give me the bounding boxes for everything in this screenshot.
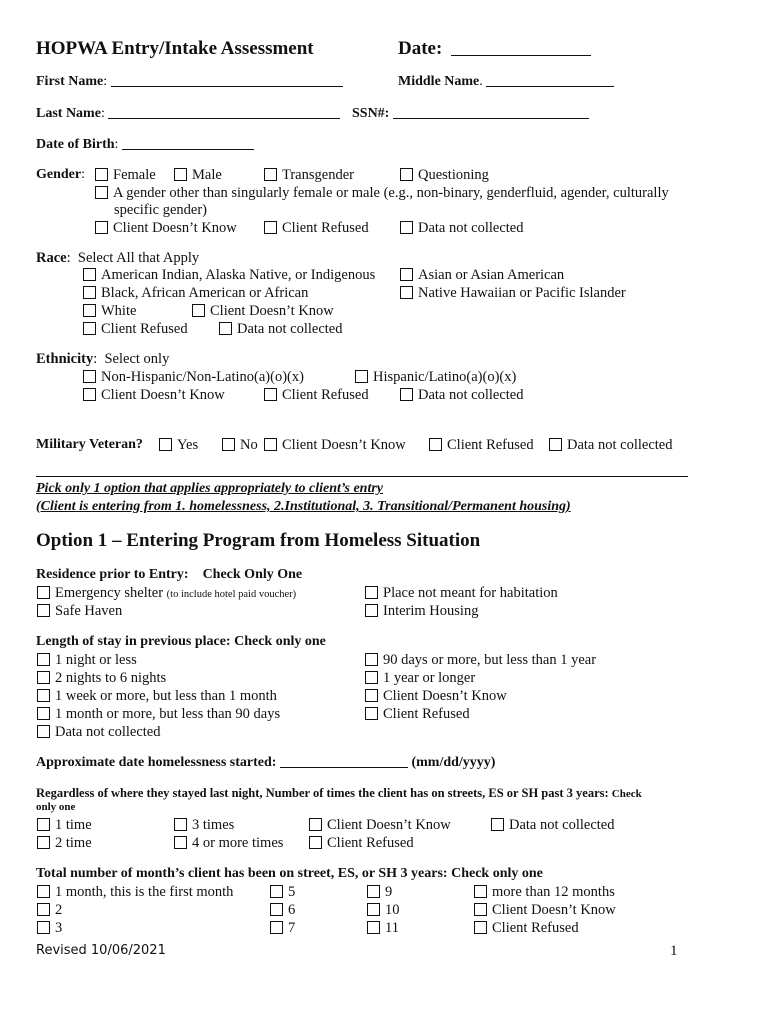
veteran-no-option[interactable] xyxy=(222,437,258,454)
residence-label: Residence prior to Entry: xyxy=(36,567,189,582)
checkbox[interactable] xyxy=(95,168,108,181)
times-heading xyxy=(36,786,642,801)
gender-female-option[interactable] xyxy=(95,167,156,184)
gender-other-option[interactable] xyxy=(95,185,669,202)
option-label: 6 xyxy=(288,902,296,918)
race-dont-know-option[interactable] xyxy=(192,303,334,320)
race-american-indian-option[interactable] xyxy=(83,267,375,284)
los-90days-option[interactable] xyxy=(365,652,596,669)
times-heading-main: Regardless of where they stayed last night, Number of times the client has on streets, ES or SH past 3 years: xyxy=(36,786,609,800)
ethnicity-not-collected-option[interactable] xyxy=(400,387,523,404)
checkbox[interactable] xyxy=(365,604,378,617)
race-heading: Race: Select All that Apply xyxy=(36,250,200,266)
race-black-option[interactable] xyxy=(83,285,308,302)
option-label: Client Refused xyxy=(492,920,579,936)
option-label: more than 12 months xyxy=(492,884,615,900)
los-refused-option[interactable] xyxy=(365,706,470,723)
option-label: Client Doesn’t Know xyxy=(327,817,451,833)
dob-label: Date of Birth xyxy=(36,137,115,152)
middle-name-label: Middle Name xyxy=(398,74,480,89)
date-blank[interactable] xyxy=(451,55,591,56)
months-9-option[interactable] xyxy=(367,884,392,901)
times-dont-know-option[interactable] xyxy=(309,817,451,834)
option-label: Data not collected xyxy=(567,437,673,453)
pick-instruction-line2: (Client is entering from 1. homelessness, 2.Institutional, 3. Transitional/Permanent housing) xyxy=(36,499,571,514)
option-note: (to include hotel paid voucher) xyxy=(166,589,297,600)
checkbox[interactable] xyxy=(222,438,235,451)
veteran-label: Military Veteran? xyxy=(36,437,143,452)
checkbox[interactable] xyxy=(400,286,413,299)
approx-date-format: (mm/dd/yyyy) xyxy=(411,755,496,770)
ethnicity-heading: Ethnicity: Select only xyxy=(36,351,170,367)
option-label: Client Refused xyxy=(447,437,534,453)
revised-date: Revised 10/06/2021 xyxy=(36,943,166,958)
race-not-collected-option[interactable] xyxy=(219,321,342,338)
checkbox[interactable] xyxy=(474,885,487,898)
months-more12-option[interactable] xyxy=(474,884,615,901)
times-2-option[interactable] xyxy=(37,835,92,852)
months-1-option[interactable] xyxy=(37,884,233,901)
dob-blank[interactable] xyxy=(122,149,254,150)
option-label: 2 xyxy=(55,902,63,918)
months-6-option[interactable] xyxy=(270,902,295,919)
checkbox[interactable] xyxy=(270,903,283,916)
checkbox[interactable] xyxy=(37,818,50,831)
date-field[interactable] xyxy=(398,38,591,60)
checkbox[interactable] xyxy=(174,818,187,831)
option-label: White xyxy=(101,303,137,319)
checkbox[interactable] xyxy=(264,168,277,181)
approx-date-field[interactable] xyxy=(36,755,495,771)
option-label: Client Refused xyxy=(101,321,188,337)
veteran-not-collected-option[interactable] xyxy=(549,437,672,454)
checkbox[interactable] xyxy=(83,388,96,401)
option-label: Male xyxy=(192,167,222,183)
checkbox[interactable] xyxy=(400,168,413,181)
checkbox[interactable] xyxy=(83,370,96,383)
checkbox[interactable] xyxy=(37,689,50,702)
checkbox[interactable] xyxy=(95,221,108,234)
checkbox[interactable] xyxy=(83,304,96,317)
los-not-collected-option[interactable] xyxy=(37,724,160,741)
first-name-blank[interactable] xyxy=(111,86,343,87)
checkbox[interactable] xyxy=(365,653,378,666)
option-label: No xyxy=(240,437,258,453)
checkbox[interactable] xyxy=(367,885,380,898)
option-label: Client Doesn’t Know xyxy=(113,220,237,236)
times-3-option[interactable] xyxy=(174,817,234,834)
checkbox[interactable] xyxy=(365,671,378,684)
option-label: Client Refused xyxy=(282,387,369,403)
race-label: Race xyxy=(36,250,67,266)
option-label: Client Doesn’t Know xyxy=(210,303,334,319)
gender-dont-know-option[interactable] xyxy=(95,220,237,237)
months-2-option[interactable] xyxy=(37,902,62,919)
race-white-option[interactable] xyxy=(83,303,136,320)
los-1year-option[interactable] xyxy=(365,670,475,687)
gender-transgender-option[interactable] xyxy=(264,167,354,184)
veteran-dont-know-option[interactable] xyxy=(264,437,406,454)
first-name-field[interactable]: First Name: xyxy=(36,74,343,90)
option-label: 4 or more times xyxy=(192,835,284,851)
los-1night-option[interactable] xyxy=(37,652,137,669)
last-name-label: Last Name xyxy=(36,106,101,121)
checkbox[interactable] xyxy=(219,322,232,335)
gender-not-collected-option[interactable] xyxy=(400,220,523,237)
los-1month-option[interactable] xyxy=(37,706,280,723)
option-label: 3 xyxy=(55,920,63,936)
option-label: 9 xyxy=(385,884,393,900)
option-label: Safe Haven xyxy=(55,603,123,619)
times-not-collected-option[interactable] xyxy=(491,817,614,834)
dob-field[interactable]: Date of Birth: xyxy=(36,137,254,153)
veteran-yes-option[interactable] xyxy=(159,437,198,454)
gender-label: Gender xyxy=(36,167,82,182)
months-3-option[interactable] xyxy=(37,920,62,937)
option-label: 11 xyxy=(385,920,399,936)
checkbox[interactable] xyxy=(37,885,50,898)
option-label: 3 times xyxy=(192,817,235,833)
approx-date-label: Approximate date homelessness started: xyxy=(36,755,277,770)
checkbox[interactable] xyxy=(549,438,562,451)
race-hawaiian-option[interactable] xyxy=(400,285,626,302)
option-label: Client Doesn’t Know xyxy=(492,902,616,918)
los-2to6-option[interactable] xyxy=(37,670,166,687)
ethnicity-refused-option[interactable] xyxy=(264,387,369,404)
checkbox[interactable] xyxy=(37,903,50,916)
veteran-refused-option[interactable] xyxy=(429,437,534,454)
option-label: American Indian, Alaska Native, or Indigenous xyxy=(101,267,376,283)
option-label: Asian or Asian American xyxy=(418,267,565,283)
checkbox[interactable] xyxy=(429,438,442,451)
checkbox[interactable] xyxy=(474,921,487,934)
option-label: Hispanic/Latino(a)(o)(x) xyxy=(373,369,517,385)
checkbox[interactable] xyxy=(309,818,322,831)
times-heading-line2: only one xyxy=(36,801,76,813)
option-label: Black, African American or African xyxy=(101,285,309,301)
option-label: 1 time xyxy=(55,817,92,833)
checkbox[interactable] xyxy=(37,725,50,738)
date-label: Date: xyxy=(398,38,443,59)
residence-place-not-meant-option[interactable] xyxy=(365,585,558,602)
last-name-blank[interactable] xyxy=(108,118,340,119)
option-label: Transgender xyxy=(282,167,354,183)
checkbox[interactable] xyxy=(270,885,283,898)
option-label: 1 month or more, but less than 90 days xyxy=(55,706,281,722)
option-label: Data not collected xyxy=(418,220,524,236)
gender-male-option[interactable] xyxy=(174,167,222,184)
option-label: 10 xyxy=(385,902,400,918)
section-divider xyxy=(36,476,688,477)
option-label: 1 night or less xyxy=(55,652,137,668)
page-number: 1 xyxy=(670,943,678,959)
checkbox[interactable] xyxy=(400,268,413,281)
times-4-option[interactable] xyxy=(174,835,283,852)
residence-emergency-option[interactable] xyxy=(37,585,296,602)
months-dont-know-option[interactable] xyxy=(474,902,616,919)
ethnicity-hispanic-option[interactable] xyxy=(355,369,516,386)
los-dont-know-option[interactable] xyxy=(365,688,507,705)
checkbox[interactable] xyxy=(37,671,50,684)
option-label: Place not meant for habitation xyxy=(383,585,558,601)
middle-name-field[interactable]: Middle Name. xyxy=(398,74,614,90)
option-label: 1 year or longer xyxy=(383,670,476,686)
residence-safe-haven-option[interactable] xyxy=(37,603,122,620)
ethnicity-instruction: Select only xyxy=(104,351,170,367)
months-10-option[interactable] xyxy=(367,902,400,919)
option-label: 2 time xyxy=(55,835,92,851)
option-label: 7 xyxy=(288,920,296,936)
checkbox[interactable] xyxy=(264,388,277,401)
checkbox[interactable] xyxy=(270,921,283,934)
los-1week-option[interactable] xyxy=(37,688,277,705)
last-name-field[interactable]: Last Name: xyxy=(36,106,340,122)
checkbox[interactable] xyxy=(37,653,50,666)
option-label: Client Refused xyxy=(383,706,470,722)
middle-name-blank[interactable] xyxy=(486,86,614,87)
checkbox[interactable] xyxy=(264,221,277,234)
checkbox[interactable] xyxy=(491,818,504,831)
checkbox[interactable] xyxy=(264,438,277,451)
option-label: Yes xyxy=(177,437,199,453)
checkbox[interactable] xyxy=(37,707,50,720)
checkbox[interactable] xyxy=(37,586,50,599)
option-label: Data not collected xyxy=(55,724,161,740)
checkbox[interactable] xyxy=(365,707,378,720)
checkbox[interactable] xyxy=(474,903,487,916)
option-label: Interim Housing xyxy=(383,603,479,619)
option-label: Non-Hispanic/Non-Latino(a)(o)(x) xyxy=(101,369,304,385)
checkbox[interactable] xyxy=(37,836,50,849)
checkbox[interactable] xyxy=(367,921,380,934)
option-label: Emergency shelter xyxy=(55,585,164,601)
checkbox[interactable] xyxy=(37,604,50,617)
checkbox[interactable] xyxy=(365,586,378,599)
checkbox[interactable] xyxy=(83,286,96,299)
ssn-field[interactable] xyxy=(352,106,589,122)
option-label: 90 days or more, but less than 1 year xyxy=(383,652,597,668)
residence-heading xyxy=(36,567,302,583)
first-name-label: First Name xyxy=(36,74,104,89)
option-label: Client Doesn’t Know xyxy=(383,688,507,704)
times-refused-option[interactable] xyxy=(309,835,414,852)
ssn-blank[interactable] xyxy=(393,118,589,119)
ethnicity-dont-know-option[interactable] xyxy=(83,387,225,404)
gender-other-line2: specific gender) xyxy=(114,202,207,218)
page-title: HOPWA Entry/Intake Assessment xyxy=(36,38,314,59)
checkbox[interactable] xyxy=(365,689,378,702)
option-label: 2 nights to 6 nights xyxy=(55,670,167,686)
los-heading: Length of stay in previous place: Check only one xyxy=(36,634,326,649)
months-heading: Total number of month’s client has been on street, ES, or SH 3 years: Check only one xyxy=(36,866,543,881)
months-5-option[interactable] xyxy=(270,884,295,901)
ssn-label: SSN#: xyxy=(352,106,390,121)
residence-instruction: Check Only One xyxy=(202,567,303,582)
option-label: Data not collected xyxy=(237,321,343,337)
times-heading-check: Check xyxy=(611,788,642,800)
option-label: Data not collected xyxy=(418,387,524,403)
checkbox[interactable] xyxy=(400,388,413,401)
race-instruction: Select All that Apply xyxy=(77,250,200,266)
ethnicity-non-hispanic-option[interactable] xyxy=(83,369,304,386)
race-asian-option[interactable] xyxy=(400,267,564,284)
pick-instruction-line1: Pick only 1 option that applies appropriately to client’s entry xyxy=(36,481,384,496)
gender-label-wrap: Gender: xyxy=(36,167,85,182)
months-refused-option[interactable] xyxy=(474,920,579,937)
checkbox[interactable] xyxy=(37,921,50,934)
months-7-option[interactable] xyxy=(270,920,295,937)
option-label: Client Doesn’t Know xyxy=(282,437,406,453)
option-label: Native Hawaiian or Pacific Islander xyxy=(418,285,626,301)
checkbox[interactable] xyxy=(159,438,172,451)
option-label: 5 xyxy=(288,884,296,900)
ethnicity-label: Ethnicity xyxy=(36,351,94,367)
option-label: Client Refused xyxy=(327,835,414,851)
checkbox[interactable] xyxy=(95,186,108,199)
checkbox[interactable] xyxy=(83,322,96,335)
checkbox[interactable] xyxy=(367,903,380,916)
months-11-option[interactable] xyxy=(367,920,399,937)
option-label: 1 month, this is the first month xyxy=(55,884,234,900)
option-label: A gender other than singularly female or male (e.g., non-binary, genderfluid, agender, culturally xyxy=(113,185,669,201)
race-refused-option[interactable] xyxy=(83,321,188,338)
checkbox[interactable] xyxy=(83,268,96,281)
option-label: Questioning xyxy=(418,167,489,183)
gender-questioning-option[interactable] xyxy=(400,167,489,184)
checkbox[interactable] xyxy=(355,370,368,383)
checkbox[interactable] xyxy=(309,836,322,849)
option-label: 1 week or more, but less than 1 month xyxy=(55,688,277,704)
approx-date-blank[interactable] xyxy=(280,767,408,768)
gender-refused-option[interactable] xyxy=(264,220,369,237)
option-label: Female xyxy=(113,167,156,183)
times-1-option[interactable] xyxy=(37,817,92,834)
checkbox[interactable] xyxy=(400,221,413,234)
residence-interim-option[interactable] xyxy=(365,603,478,620)
option-label: Client Refused xyxy=(282,220,369,236)
checkbox[interactable] xyxy=(174,836,187,849)
option1-title: Option 1 – Entering Program from Homeless Situation xyxy=(36,530,481,551)
checkbox[interactable] xyxy=(174,168,187,181)
option-label: Data not collected xyxy=(509,817,615,833)
checkbox[interactable] xyxy=(192,304,205,317)
option-label: Client Doesn’t Know xyxy=(101,387,225,403)
